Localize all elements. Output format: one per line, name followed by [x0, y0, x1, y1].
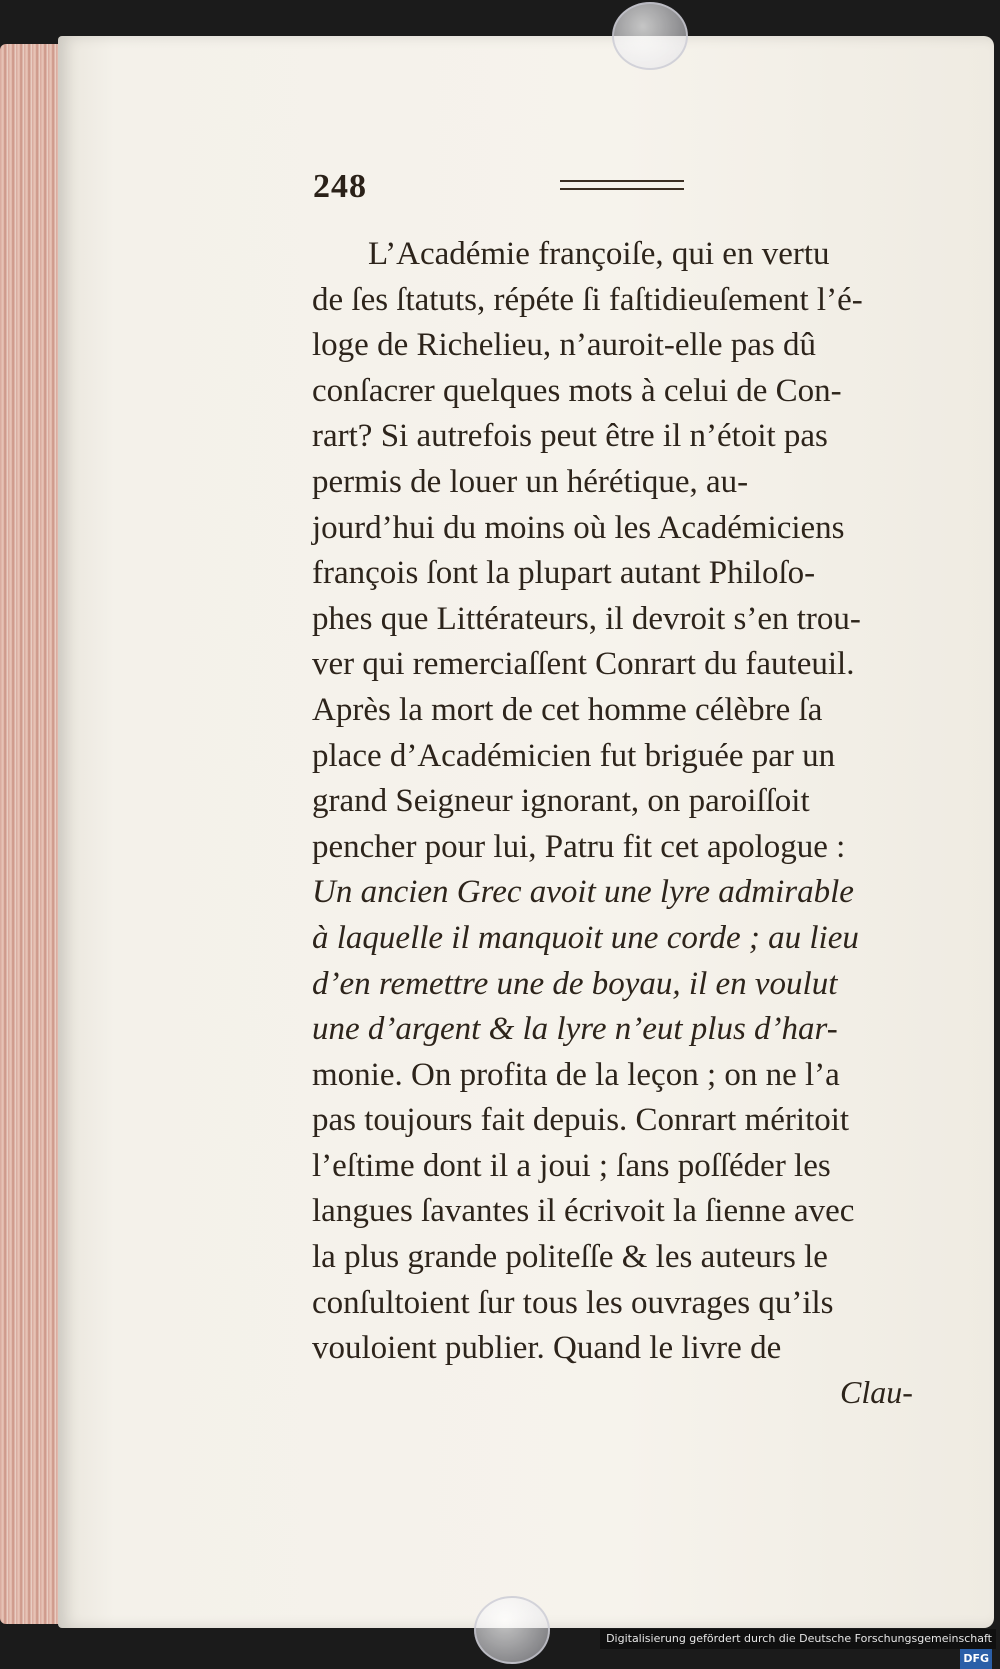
text-line: la plus grande politeſſe & les auteurs le — [312, 1239, 828, 1276]
text-line: Après la mort de cet homme célèbre ſa — [312, 691, 823, 728]
text-line: permis de louer un hérétique, au- — [312, 463, 749, 500]
catchword: Clau- — [840, 1374, 913, 1410]
text-line: d’en remettre une de boyau, il en voulut — [312, 965, 838, 1002]
text-line: vouloient publier. Quand le livre de — [312, 1330, 782, 1367]
header-rule — [560, 180, 684, 190]
text-line: jourd’hui du moins où les Académiciens — [312, 509, 845, 546]
text-line: loge de Richelieu, n’auroit-elle pas dû — [312, 327, 816, 364]
text-line: ver qui remerciaſſent Conrart du fauteuil. — [312, 646, 855, 683]
text-line: l’eſtime dont il a joui ; ſans poſſéder les — [312, 1147, 831, 1184]
text-line: place d’Académicien fut briguée par un — [312, 737, 836, 774]
text-line: pencher pour lui, Patru fit cet apologue : — [312, 828, 846, 865]
digitization-footer — [600, 1629, 996, 1665]
text-line: rart? Si autrefois peut être il n’étoit pas — [312, 418, 828, 455]
text-line: françois ſont la plupart autant Philoſo- — [312, 555, 816, 592]
text-line: langues ſavantes il écrivoit la ſienne avec — [312, 1193, 855, 1230]
text-line: conſacrer quelques mots à celui de Con- — [312, 372, 842, 409]
text-line: de ſes ſtatuts, répéte ſi faſtidieuſement l’é- — [312, 281, 863, 318]
text-line: phes que Littérateurs, il devroit s’en trou- — [312, 600, 861, 637]
page-number: 248 — [313, 168, 367, 205]
page-clip-bottom — [474, 1596, 550, 1664]
dfg-logo: DFG — [960, 1649, 992, 1669]
text-line: L’Académie françoiſe, qui en vertu — [368, 236, 830, 272]
text-line: conſultoient ſur tous les ouvrages qu’ils — [312, 1284, 834, 1321]
text-line: Un ancien Grec avoit une lyre admirable — [312, 874, 854, 911]
text-line: pas toujours fait depuis. Conrart méritoit — [312, 1102, 850, 1139]
text-line: à laquelle il manquoit une corde ; au lieu — [312, 919, 859, 956]
text-line: une d’argent & la lyre n’eut plus d’har- — [312, 1011, 838, 1048]
text-line: monie. On profita de la leçon ; on ne l’a — [312, 1056, 840, 1093]
body-text — [312, 232, 920, 1372]
text-line: grand Seigneur ignorant, on paroiſſoit — [312, 783, 810, 820]
page-clip-top — [612, 2, 688, 70]
footer-text: Digitalisierung gefördert durch die Deutsche Forschungsgemeinschaft — [606, 1632, 992, 1645]
